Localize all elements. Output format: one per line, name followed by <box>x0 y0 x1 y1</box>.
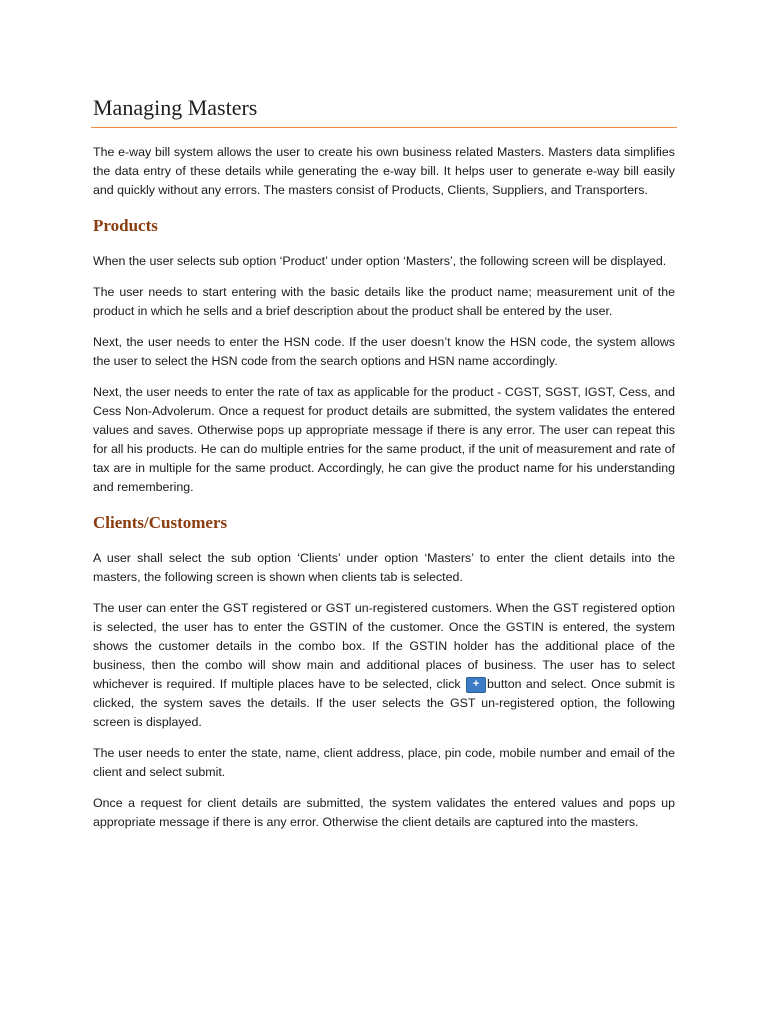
products-paragraph-2: The user needs to start entering with the basic details like the product name; measurement unit of the product in which he sells and a brief description about the product shall be entered by the user. <box>93 285 675 318</box>
clients-paragraph-2-text-a: The user can enter the GST registered or GST un-registered customers. When the GST registered option is selected, the user has to enter the GSTIN of the customer. Once the GSTIN is entered, the system shows the customer details in the combo box. If the GSTIN holder has the additional place of the business, then the combo will show main and additional places of business. The user has to select whichever is required. If multiple places have to be selected, click <box>93 601 675 691</box>
document-page <box>93 94 675 832</box>
products-paragraph-1: When the user selects sub option ‘Product’ under option ‘Masters’, the following screen will be displayed. <box>93 254 667 268</box>
products-heading: Products <box>93 216 158 235</box>
clients-paragraph-2 <box>93 599 675 732</box>
products-paragraph-4: Next, the user needs to enter the rate of tax as applicable for the product - CGST, SGST, IGST, Cess, and Cess Non-Advolerum. Once a request for product details are submitted, the system validates the entered values and saves. Otherwise pops up appropriate message if there is any error. The user can repeat this for all his products. He can do multiple entries for the same product, if the unit of measurement and rate of tax are in multiple for the same product. Accordingly, he can give the product name for his understanding and remembering. <box>93 385 675 494</box>
clients-heading: Clients/Customers <box>93 513 228 532</box>
products-paragraph-3: Next, the user needs to enter the HSN code. If the user doesn’t know the HSN code, the system allows the user to select the HSN code from the search options and HSN name accordingly. <box>93 335 675 368</box>
plus-icon: + <box>466 677 486 693</box>
clients-paragraph-3: The user needs to enter the state, name, client address, place, pin code, mobile number and email of the client and select submit. <box>93 746 675 779</box>
intro-paragraph: The e-way bill system allows the user to create his own business related Masters. Masters data simplifies the data entry of these details while generating the e-way bill. It helps user to generate e-way bill easily and quickly without any errors. The masters consist of Products, Clients, Suppliers, and Transporters. <box>93 145 675 197</box>
title-underline <box>91 127 677 128</box>
page-title: Managing Masters <box>93 95 258 120</box>
clients-paragraph-4: Once a request for client details are submitted, the system validates the entered values and pops up appropriate message if there is any error. Otherwise the client details are captured into the masters. <box>93 796 675 829</box>
clients-paragraph-1: A user shall select the sub option ‘Clients’ under option ‘Masters’ to enter the client details into the masters, the following screen is shown when clients tab is selected. <box>93 551 675 584</box>
clients-paragraph-2-text-b: button and select. Once submit is clicked, the system saves the details. If the user selects the GST un-registered option, the following screen is displayed. <box>93 677 675 729</box>
